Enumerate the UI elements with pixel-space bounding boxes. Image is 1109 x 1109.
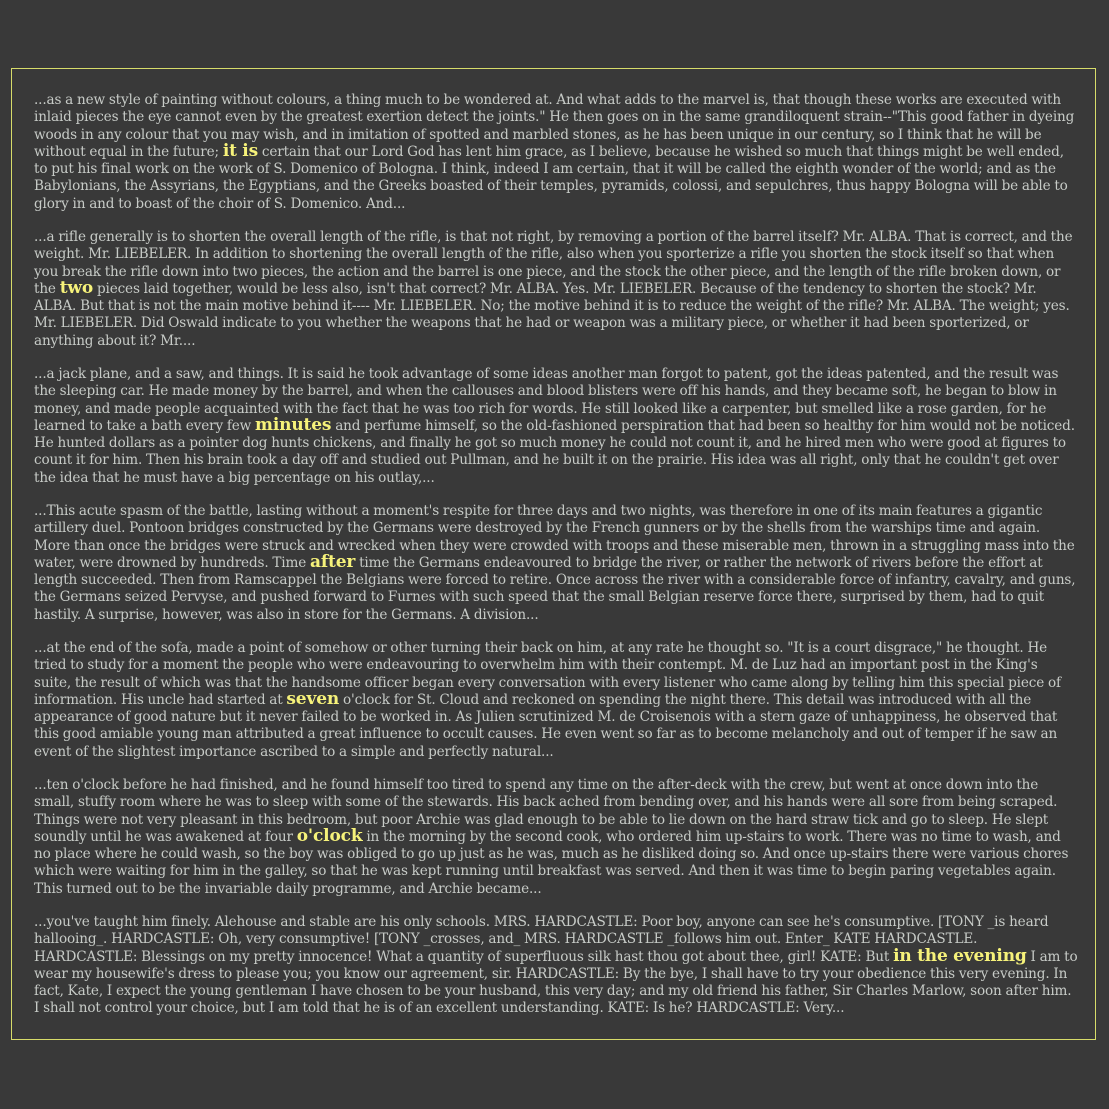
passage-text-before: ...This acute spasm of the battle, lasting without a moment's respite for three days and two nights, was therefore in one of its main features a gigantic artillery duel. Pontoon bridges constructed by the Germans were destroyed by the French gunners or by the shells from the warships time and again. More than once the bridges were struck and wrecked when they were crowded with troops and these miserable men, thrown in a struggling mass into the water, were drowned by hundreds. Time	[34, 503, 1075, 571]
passage-1	[34, 92, 1078, 213]
passage-text-before: ...a rifle generally is to shorten the overall length of the rifle, is that not right, by removing a portion of the barrel itself? Mr. ALBA. That is correct, and the weight. Mr. LIEBELER. In addition to shortening the overall length of the rifle, also when you sporterize a rifle you shorten the stock itself so that when you break the rifle down into two pieces, the action and the barrel is one piece, and the stock the other piece, and the length of the rifle broken down, or the	[34, 229, 1073, 297]
passage-text-after: I am to wear my housewife's dress to please you; you know our agreement, sir. HARDCASTLE: By the bye, I shall have to try your obedience this very evening. In fact, Kate, I expect the young gentleman I have chosen to be your husband, this very day; and my old friend his father, Sir Charles Marlow, soon after him. I shall not control your choice, but I am told that he is of an excellent understanding. KATE: Is he? HARDCASTLE: Very...	[34, 948, 1078, 1017]
passage-text-after: time the Germans endeavoured to bridge the river, or rather the network of rivers before the effort at length succeeded. Then from Ramscappel the Belgians were forced to retire. Once across the river with a considerable force of infantry, cavalry, and guns, the Germans seized Pervyse, and pushed forward to Furnes with such speed that the small Belgian reserve force there, surprised by them, had to quit hastily. A surprise, however, was also in store for the Germans. A division...	[34, 554, 1076, 623]
passage-6	[34, 777, 1078, 898]
passage-text-before: ...as a new style of painting without colours, a thing much to be wondered at. And what adds to the marvel is, that though these works are executed with inlaid pieces the eye cannot even by the greatest exertion detect the joints." He then goes on in the same grandiloquent strain--"This good father in dyeing woods in any colour that you may wish, and in imitation of spotted and marbled stones, as he has been unique in our century, so I think that he will be without equal in the future;	[34, 92, 1075, 160]
passage-text-after: in the morning by the second cook, who ordered him up-stairs to work. There was no time to wash, and no place where he could wash, so the boy was obliged to go up just as he was, much as he disliked doing so. And once up-stairs there were various chores which were waiting for him in the galley, so that he was kept running until breakfast was served. And then it was time to begin paring vegetables again. This turned out to be the invariable daily programme, and Archie became...	[34, 828, 1069, 897]
highlighted-phrase: minutes	[254, 414, 332, 435]
passage-text-after: and perfume himself, so the old-fashioned perspiration that had been so healthy for him would not be noticed. He hunted dollars as a pointer dog hunts chickens, and finally he got so much money he could not count it, and he hired men who were good at figures to count it for him. Then his brain took a day off and studied out Pullman, and he built it on the prairie. His idea was all right, only that he couldn't get over the idea that he must have a big percentage on his outlay,...	[34, 417, 1075, 486]
highlighted-phrase: two	[59, 277, 94, 298]
passage-text-after: o'clock for St. Cloud and reckoned on spending the night there. This detail was introduced with all the appearance of good nature but it never failed to be worked in. As Julien scrutinized M. de Croisenois with a stern gaze of unhappiness, he observed that this good amiable young man attributed a great influence to occult causes. He even went so far as to become melancholy and out of temper if he saw an event of the slightest importance ascribed to a simple and perfectly natural...	[34, 691, 1058, 760]
highlighted-phrase: after	[309, 551, 356, 572]
passage-2	[34, 229, 1078, 350]
passage-5	[34, 640, 1078, 761]
passage-text-after: pieces laid together, would be less also, isn't that correct? Mr. ALBA. Yes. Mr. LIEBELER. Because of the tendency to shorten the stock? Mr. ALBA. But that is not the main motive behind it---- Mr. LIEBELER. No; the motive behind it is to reduce the weight of the rifle? Mr. ALBA. The weight; yes. Mr. LIEBELER. Did Oswald indicate to you whether the weapons that he had or weapon was a military piece, or whether it had been sporterized, or anything about it? Mr....	[34, 280, 1070, 349]
highlighted-phrase: it is	[222, 140, 259, 161]
highlighted-phrase: seven	[286, 688, 340, 709]
passage-text-before: ...at the end of the sofa, made a point of somehow or other turning their back on him, at any rate he thought so. "It is a court disgrace," he thought. He tried to study for a moment the people who were endeavouring to overwhelm him with their contempt. M. de Luz had an important post in the King's suite, the result of which was that the handsome officer began every conversation with every listener who came along by telling him this special piece of information. His uncle had started at	[34, 640, 1061, 708]
passage-text-after: certain that our Lord God has lent him grace, as I believe, because he wished so much that things might be well ended, to put his final work on the work of S. Domenico of Bologna. I think, indeed I am certain, that it will be called the eighth wonder of the world; and as the Babylonians, the Assyrians, the Egyptians, and the Greeks boasted of their temples, pyramids, colossi, and sepulchres, thus happy Bologna will be able to glory in and to boast of the choir of S. Domenico. And...	[34, 143, 1068, 212]
passage-4	[34, 503, 1078, 624]
highlighted-phrase: in the evening	[893, 945, 1027, 966]
passage-3	[34, 366, 1078, 487]
passage-text-before: ...ten o'clock before he had finished, and he found himself too tired to spend any time on the after-deck with the crew, but went at once down into the small, stuffy room where he was to sleep with some of the stewards. His back ached from bending over, and his hands were all sore from being scraped. Things were not very pleasant in this bedroom, but poor Archie was glad enough to be able to lie down on the hard straw tick and go to sleep. He slept soundly until he was awakened at four	[34, 777, 1058, 845]
passage-text-before: ...a jack plane, and a saw, and things. It is said he took advantage of some ideas another man forgot to patent, got the ideas patented, and the result was the sleeping car. He made money by the barrel, and when the callouses and blood blisters were off his hands, and they became soft, he began to blow in money, and made people acquainted with the fact that he was too rich for words. He still looked like a carpenter, but smelled like a rose garden, for he learned to take a bath every few	[34, 366, 1059, 434]
passage-text-before: ...you've taught him finely. Alehouse and stable are his only schools. MRS. HARDCASTLE: Poor boy, anyone can see he's consumptive. [TONY _is heard hallooing_. HARDCASTLE: Oh, very consumptive! [TONY _crosses, and_ MRS. HARDCASTLE _follows him out. Enter_ KATE HARDCASTLE. HARDCASTLE: Blessings on my pretty innocence! What a quantity of superfluous silk hast thou got about thee, girl! KATE: But	[34, 914, 1049, 965]
passage-7	[34, 914, 1078, 1018]
highlighted-phrase: o'clock	[296, 825, 363, 846]
